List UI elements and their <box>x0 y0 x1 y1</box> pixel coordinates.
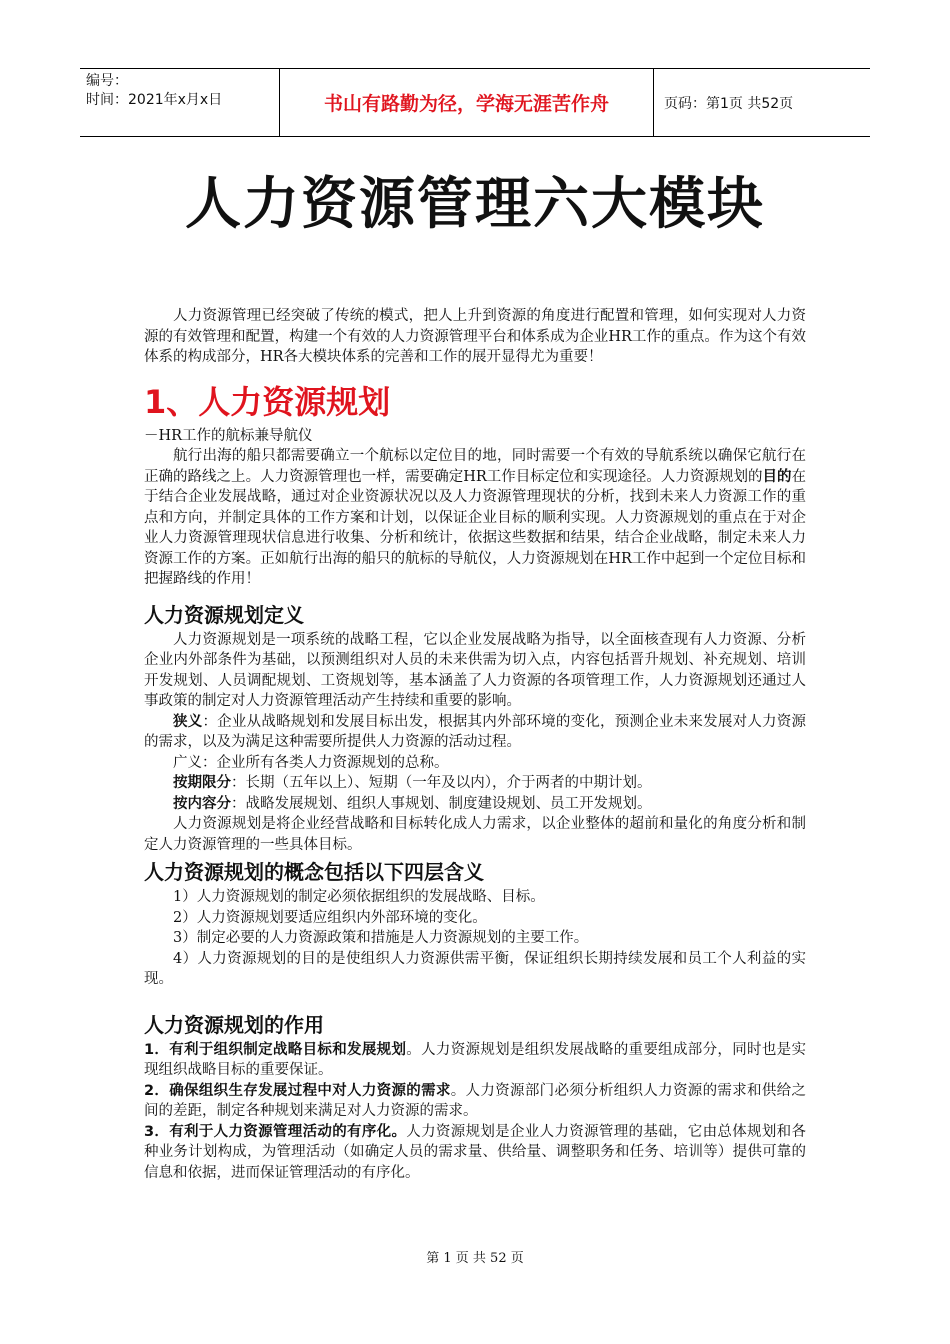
definition-closing: 人力资源规划是将企业经营战略和目标转化成人力需求，以企业整体的超前和量化的角度分析和制定人力资源管理的一些具体目标。 <box>144 816 806 853</box>
broad-definition: 广义：企业所有各类人力资源规划的总称。 <box>173 754 449 771</box>
definition-heading: 人力资源规划定义 <box>144 602 304 627</box>
concept-heading: 人力资源规划的概念包括以下四层含义 <box>144 860 484 884</box>
header-motto: 书山有路勤为径，学海无涯苦作舟 <box>280 69 654 136</box>
document-body <box>144 306 806 1183</box>
section-subtitle: －HR工作的航标兼导航仪 <box>144 427 313 444</box>
page-header <box>80 68 870 137</box>
role-item: 3．有利于人力资源管理活动的有序化。人力资源规划是企业人力资源管理的基础，它由总体规划和各种业务计划构成，为管理活动（如确定人员的需求量、供给量、调整职务和任务、培训等）提供可靠的信息和依据，进而保证管理活动的有序化。 <box>144 1123 806 1181</box>
period-classification: 按期限分：长期（五年以上）、短期（一年及以内），介于两者的中期计划。 <box>173 775 652 791</box>
role-item: 1．有利于组织制定战略目标和发展规划。人力资源规划是组织发展战略的重要组成部分，同时也是实现组织战略目标的重要保证。 <box>144 1041 806 1078</box>
concept-item: 4）人力资源规划的目的是使组织人力资源供需平衡，保证组织长期持续发展和员工个人利益的实现。 <box>144 950 806 987</box>
intro-paragraph: 人力资源管理已经突破了传统的模式，把人上升到资源的角度进行配置和管理，如何实现对人力资源的有效管理和配置，构建一个有效的人力资源管理平台和体系成为企业HR工作的重点。作为这个有效体系的构成部分，HR各大模块体系的完善和工作的展开显得尤为重要！ <box>144 308 806 365</box>
narrow-definition: 狭义：企业从战略规划和发展目标出发，根据其内外部环境的变化，预测企业未来发展对人力资源的需求，以及为满足这种需要所提供人力资源的活动过程。 <box>144 713 806 750</box>
concept-item: 1）人力资源规划的制定必须依据组织的发展战略、目标。 <box>173 889 545 905</box>
definition-paragraph: 人力资源规划是一项系统的战略工程，它以企业发展战略为指导，以全面核查现有人力资源、分析企业内外部条件为基础，以预测组织对人员的未来供需为切入点，内容包括晋升规划、补充规划、培训开发规划、人员调配规划、工资规划等，基本涵盖了人力资源的各项管理工作，人力资源规划还通过人事政策的制定对人力资源管理活动产生持续和重要的影响。 <box>144 631 806 709</box>
role-item: 2．确保组织生存发展过程中对人力资源的需求。人力资源部门必须分析组织人力资源的需求和供给之间的差距，制定各种规划来满足对人力资源的需求。 <box>144 1082 807 1119</box>
number-label: 编号： <box>86 73 128 89</box>
header-meta <box>80 69 280 136</box>
role-heading: 人力资源规划的作用 <box>144 1012 324 1037</box>
concept-item: 3）制定必要的人力资源政策和措施是人力资源规划的主要工作。 <box>173 930 589 946</box>
concept-item: 2）人力资源规划要适应组织内外部环境的变化。 <box>173 909 487 926</box>
document-title: 人力资源管理六大模块 <box>185 172 765 237</box>
content-classification: 按内容分：战略发展规划、组织人事规划、制度建设规划、员工开发规划。 <box>173 795 652 812</box>
section-paragraph: 航行出海的船只都需要确立一个航标以定位目的地，同时需要一个有效的导航系统以确保它航行在正确的路线之上。人力资源管理也一样，需要确定HR工作目标定位和实现途径。人力资源规划的目的在于结合企业发展战略，通过对企业资源状况以及人力资源管理现状的分析，找到未来人力资源工作的重点和方向，并制定具体的工作方案和计划，以保证企业目标的顺利实现。人力资源规划的重点在于对企业人力资源管理现状信息进行收集、分析和统计，依据这些数据和结果，结合企业战略，制定未来人力资源工作的方案。正如航行出海的船只的航标的导航仪，人力资源规划在HR工作中起到一个定位目标和把握路线的作用！ <box>144 448 807 587</box>
header-page-info: 页码：第1页 共52页 <box>664 95 794 112</box>
section-heading: 1、人力资源规划 <box>144 382 391 421</box>
page-footer: 第 1 页 共 52 页 <box>426 1251 524 1266</box>
bold-term: 目的 <box>762 468 792 485</box>
time-label: 时间：2021年x月x日 <box>86 92 223 108</box>
